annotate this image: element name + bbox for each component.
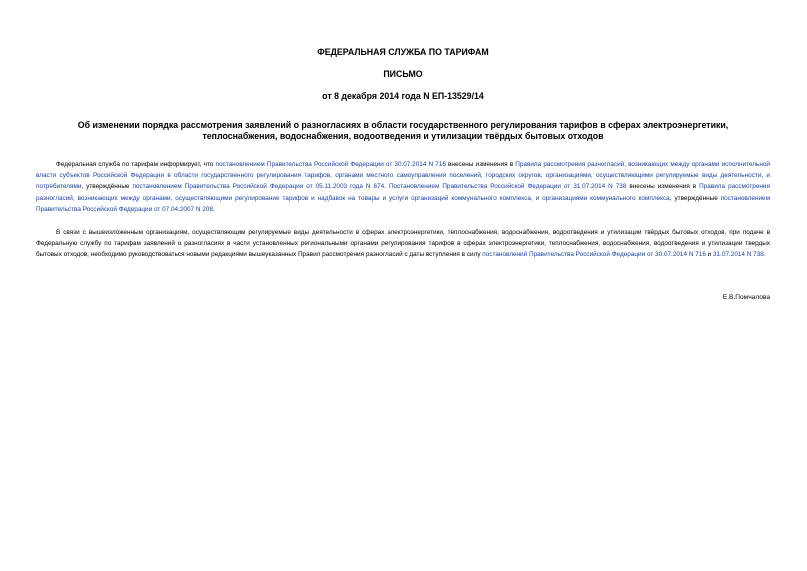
text: . [212,205,215,213]
link-decree-208[interactable]: постановлением Правительства Российской Федерации от 07.04.2007 N 208 [36,194,770,213]
link-decree-674[interactable]: постановлением Правительства Российской Федерации от 05.11.2003 года N 674 [132,183,385,191]
signature: Е.В.Помчалова [722,294,770,301]
title-line-2: теплоснабжения, водоснабжения, водоотведения и утилизации твёрдых бытовых отходов [202,131,604,141]
text: внесены изменения в [445,161,516,168]
text: , утверждённые [669,194,721,202]
text: , утверждённые [81,183,133,191]
text: . [763,251,766,259]
link-rules-disputes[interactable]: Правила рассмотрения разногласий, возникающих между органами исполнительной власти субъектов Российской Федерации в области государственного регулирования тарифов, органами местного самоуправления поселений, городских округов, организациями, осуществляющими регулируемые виды деятельности, и потребителями [36,161,770,191]
link-decrees-716[interactable]: постановлений Правительства Российской Федерации от 30.07.2014 N 716 [482,251,706,259]
text: Федеральная служба по тарифам информирует, что [56,161,216,168]
link-rules-communal[interactable]: Правила рассмотрения разногласий, возникающих между органами, осуществляющими регулирование тарифов и надбавок на товары и услуги организаций коммунального комплекса, и организациями коммунального комплекса [36,183,770,202]
text: В связи с вышеизложенным организациям, осуществляющим регулируемые виды деятельности в сферах электроэнергетики, теплоснабжения, водоснабжения, водоотведения и утилизации твёрдых бытовых отходов, при подаче в Федеральную службу по тарифам заявлений о разногласиях в части установленных региональными органами регулирования тарифов в сферах электроэнергетики, теплоснабжения, водоснабжения, водоотведения и утилизации твердых бытовых отходов, необходимо руководствоваться новыми редакциями вышеуказанных Правил рассмотрения разногласий с даты вступления в силу [36,229,770,259]
link-decree-738[interactable]: Постановлением Правительства Российской Федерации от 31.07.2014 N 738 [388,183,627,191]
document-date: от 8 декабря 2014 года N ЕП-13529/14 [322,91,484,101]
text: внесены изменения в [626,183,700,191]
title-line-1: Об изменении порядка рассмотрения заявлений о разногласиях в области государственного регулирования тарифов в сферах электроэнергетики, [77,120,729,130]
document-title [36,120,770,142]
text: и [705,251,713,259]
link-decree-716[interactable]: постановлением Правительства Российской Федерации от 30.07.2014 N 716 [215,161,446,168]
text: . [384,183,389,191]
link-decree-738-date[interactable]: 31.07.2014 N 738 [713,251,764,259]
agency-name: ФЕДЕРАЛЬНАЯ СЛУЖБА ПО ТАРИФАМ [317,47,489,57]
document-type: ПИСЬМО [383,69,423,79]
paragraph-1 [36,159,770,215]
paragraph-2 [36,227,770,261]
